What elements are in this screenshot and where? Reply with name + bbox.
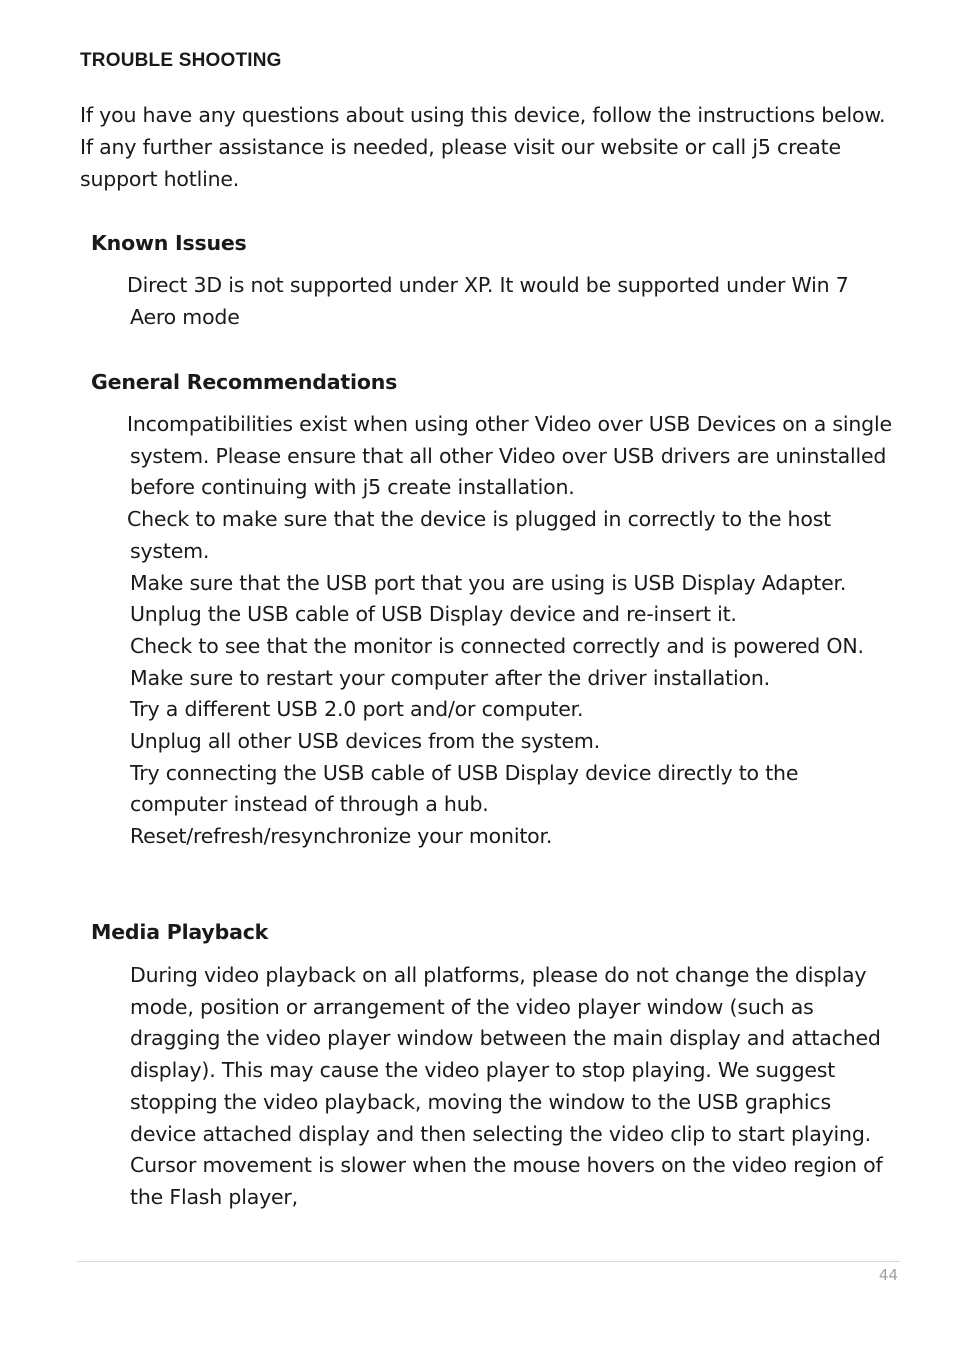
- list-item: Try a different USB 2.0 port and/or computer.: [130, 697, 584, 722]
- list-item: Try connecting the USB cable of USB Display device directly to the computer instead of through a hub.: [130, 760, 799, 817]
- list-item: Unplug the USB cable of USB Display device and re-insert it.: [130, 602, 737, 627]
- section-heading-known-issues: Known Issues: [91, 231, 247, 255]
- list-item: Check to make sure that the device is plugged in correctly to the host system.: [127, 507, 832, 563]
- section-heading-media-playback: Media Playback: [91, 920, 269, 944]
- list-item: Unplug all other USB devices from the system.: [130, 729, 600, 754]
- page-title: TROUBLE SHOOTING: [80, 50, 282, 71]
- list-item: Cursor movement is slower when the mouse hovers on the video region of the Flash player,: [130, 1153, 883, 1209]
- list-item: During video playback on all platforms, please do not change the display mode, position or arrangement of the video player window (such as dragging the video player window between the main display and attached display). This may cause the video player to stop playing. We suggest stopping the video playback, moving the window to the USB graphics device attached display and then selecting the video clip to start playing.: [130, 963, 881, 1146]
- list-item: Reset/refresh/resynchronize your monitor.: [130, 824, 553, 849]
- list-item: Incompatibilities exist when using other Video over USB Devices on a single system. Please ensure that all other Video over USB drivers are uninstalled before continuing with j5 create installation.: [127, 412, 892, 500]
- footer-divider: [77, 1261, 900, 1262]
- list-item: Make sure to restart your computer after the driver installation.: [130, 665, 770, 690]
- intro-paragraph: If you have any questions about using this device, follow the instructions below. If any further assistance is needed, please visit our website or call j5 create support hotline.: [80, 103, 886, 191]
- page-number: 44: [878, 1266, 898, 1284]
- list-item: Check to see that the monitor is connected correctly and is powered ON.: [130, 633, 864, 658]
- known-issues-list: [127, 270, 900, 333]
- list-item: Direct 3D is not supported under XP. It would be supported under Win 7 Aero mode: [127, 273, 849, 329]
- list-item: Make sure that the USB port that you are using is USB Display Adapter.: [130, 570, 847, 595]
- section-heading-general-recommendations: General Recommendations: [91, 370, 398, 394]
- media-playback-list: [130, 960, 900, 1214]
- general-recommendations-list: [127, 409, 900, 853]
